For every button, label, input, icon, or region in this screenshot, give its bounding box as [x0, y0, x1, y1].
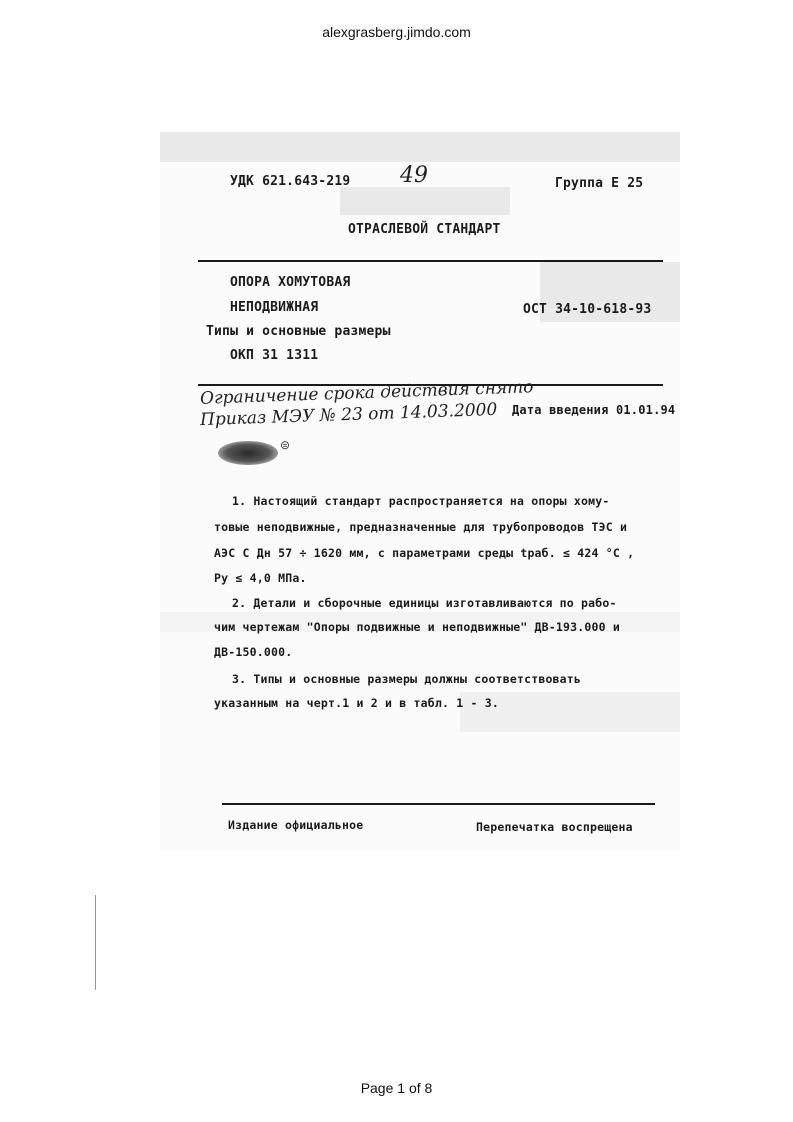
group-code: Группа Е 25 — [555, 176, 644, 191]
para-1-line-4: Pу ≤ 4,0 МПа. — [214, 571, 307, 585]
standard-type: ОТРАСЛЕВОЙ СТАНДАРТ — [348, 222, 501, 237]
para-1-line-2: товые неподвижные, предназначенные для трубопроводов ТЭС и — [214, 520, 628, 534]
circle-mark-icon: ⊜ — [280, 438, 291, 452]
para-3-line-2: указанным на черт.1 и 2 и в табл. 1 - 3. — [214, 696, 499, 710]
intro-date: Дата введения 01.01.94 — [512, 403, 676, 417]
bottom-rule — [222, 803, 655, 805]
site-header: alexgrasberg.jimdo.com — [322, 24, 471, 40]
para-1-line-1: 1. Настоящий стандарт распространяется на опоры хому- — [232, 494, 610, 508]
title-line-2: НЕПОДВИЖНАЯ — [230, 300, 319, 315]
edition-note: Издание официальное — [228, 818, 364, 832]
handwritten-note-line-1: Ограничение срока действия снято — [199, 377, 534, 409]
para-2-line-2: чим чертежам "Опоры подвижные и неподвижные" ДВ-193.000 и — [214, 620, 621, 634]
para-2-line-3: ДВ-150.000. — [214, 645, 293, 659]
handwritten-note-line-2: Приказ МЭУ № 23 от 14.03.2000 — [199, 399, 498, 431]
para-3-line-1: 3. Типы и основные размеры должны соответствовать — [232, 672, 582, 686]
left-margin-line — [95, 895, 96, 990]
udk-code: УДК 621.643-219 — [230, 174, 351, 189]
para-1-line-3: АЭС С Дн 57 ÷ 1620 мм, с параметрами среды tраб. ≤ 424 °С , — [214, 546, 635, 560]
top-rule — [198, 260, 663, 262]
title-line-3: Типы и основные размеры — [206, 324, 391, 339]
para-2-line-1: 2. Детали и сборочные единицы изготавливаются по рабо- — [232, 596, 617, 610]
ink-blot — [218, 441, 278, 465]
standard-code: ОСТ 34-10-618-93 — [523, 302, 652, 317]
reprint-note: Перепечатка воспрещена — [476, 820, 633, 834]
scan-noise — [160, 132, 680, 162]
scan-noise — [340, 187, 510, 215]
title-line-1: ОПОРА ХОМУТОВАЯ — [230, 275, 351, 290]
okp-code: ОКП 31 1311 — [230, 348, 319, 363]
page-footer: Page 1 of 8 — [360, 1080, 433, 1096]
handwritten-page-number: 49 — [400, 163, 428, 188]
scanned-page — [160, 132, 680, 850]
